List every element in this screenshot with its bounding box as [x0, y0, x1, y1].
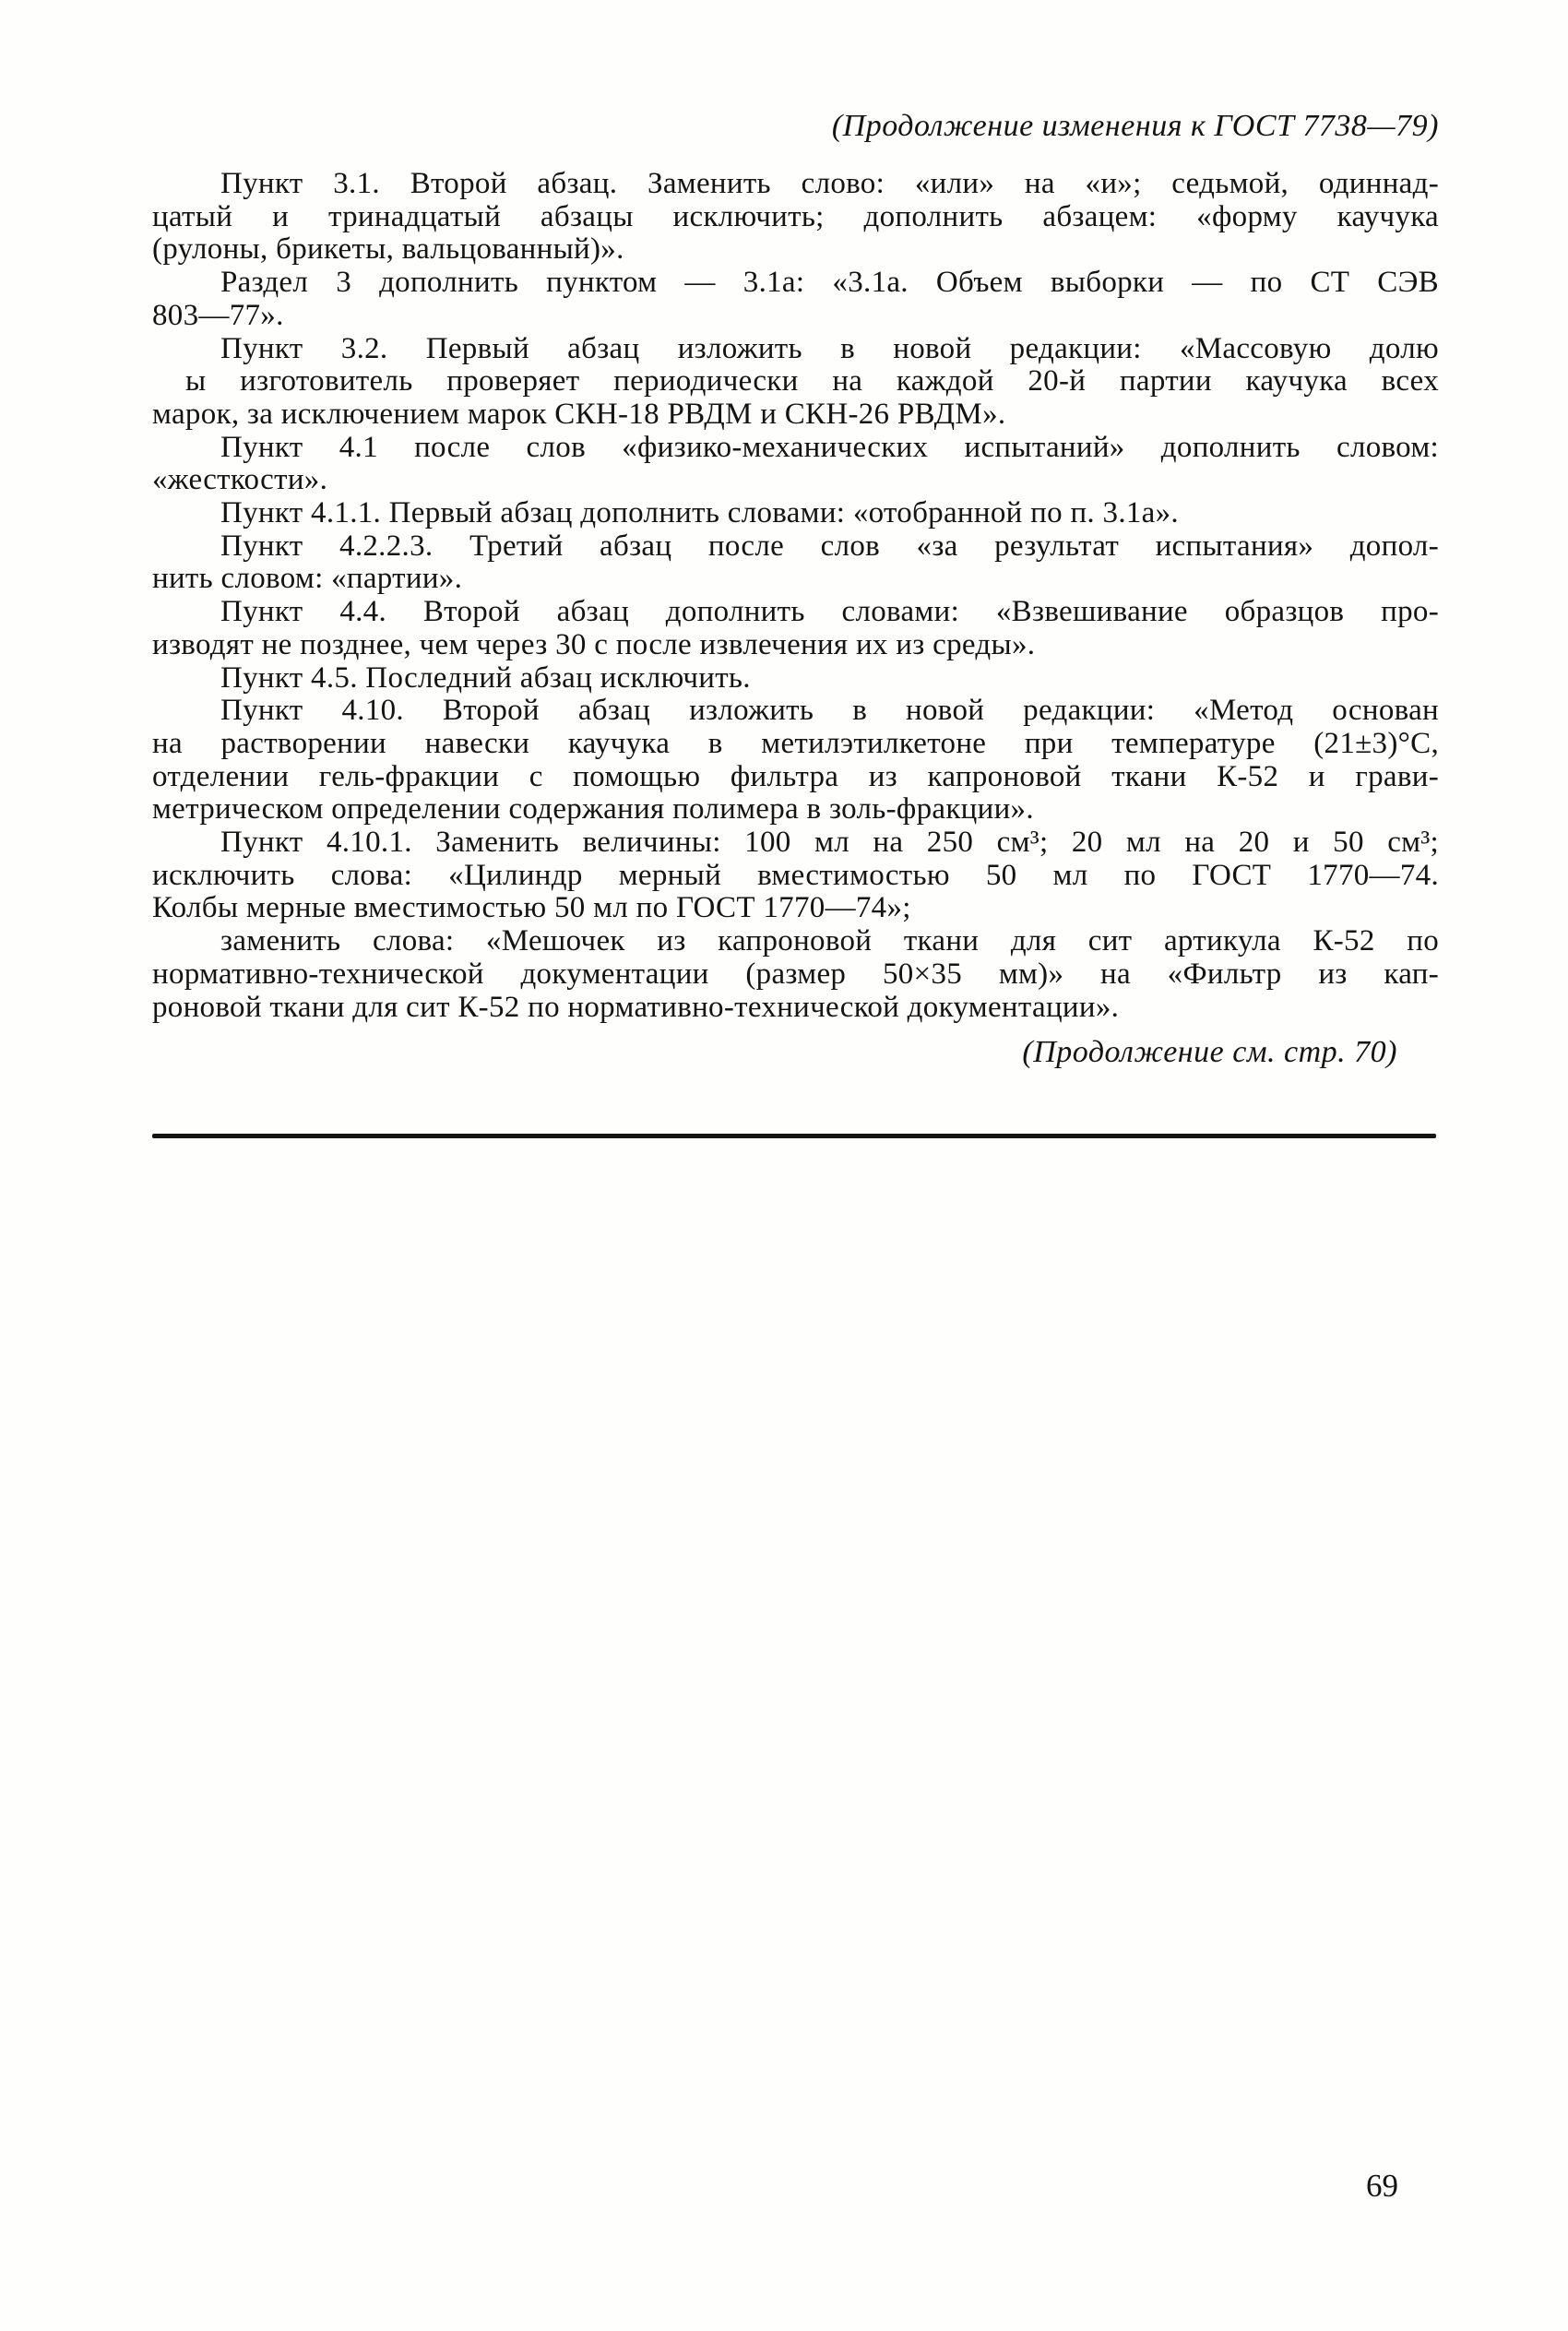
text-line: заменить слова: «Мешочек из капроновой ткани для сит артикула К-52 по — [220, 924, 1439, 958]
text-line: исключить слова: «Цилиндр мерный вместимостью 50 мл по ГОСТ 1770—74. — [152, 858, 1439, 892]
text-line: Пункт 4.1.1. Первый абзац дополнить словами: «отобранной по п. 3.1а». — [220, 496, 1179, 530]
text-line: нормативно-технической документации (размер 50×35 мм)» на «Фильтр из кап- — [152, 957, 1439, 991]
text-line: изводят не позднее, чем через 30 с после извлечения их из среды». — [152, 627, 1036, 661]
text-line: роновой ткани для сит К-52 по нормативно-технической документации». — [152, 990, 1120, 1024]
footer-continuation-note: (Продолжение см. стр. 70) — [1022, 1035, 1397, 1069]
text-line: Пункт 4.4. Второй абзац дополнить словами: «Взвешивание образцов про- — [220, 595, 1439, 629]
text-line: нить словом: «партии». — [152, 562, 463, 596]
horizontal-rule — [152, 1134, 1436, 1138]
text-line: Пункт 4.10.1. Заменить величины: 100 мл на 250 см³; 20 мл на 20 и 50 см³; — [220, 826, 1439, 860]
text-line: Раздел 3 дополнить пунктом — 3.1а: «3.1а. Объем выборки — по СТ СЭВ — [220, 266, 1439, 300]
text-line: отделении гель-фракции с помощью фильтра из капроновой ткани К-52 и грави- — [152, 759, 1439, 793]
text-line: Пункт 4.10. Второй абзац изложить в новой редакции: «Метод основан — [220, 694, 1439, 728]
text-line: Колбы мерные вместимостью 50 мл по ГОСТ 1770—74»; — [152, 891, 911, 925]
page-number: 69 — [1366, 2168, 1398, 2204]
document-body — [152, 168, 1439, 1024]
header-continuation-note: (Продолжение изменения к ГОСТ 7738—79) — [831, 109, 1439, 143]
text-line: Пункт 4.5. Последний абзац исключить. — [220, 660, 751, 695]
text-line: на растворении навески каучука в метилэтилкетоне при температуре (21±3)°С, — [152, 726, 1439, 760]
text-line: 803—77». — [152, 298, 284, 332]
text-line: Пункт 3.2. Первый абзац изложить в новой редакции: «Массовую долю — [220, 331, 1439, 365]
text-line: (рулоны, брикеты, вальцованный)». — [152, 232, 624, 267]
text-line: Пункт 4.2.2.3. Третий абзац после слов «за результат испытания» допол- — [220, 529, 1439, 563]
text-line: Пункт 3.1. Второй абзац. Заменить слово: «или» на «и»; седьмой, одиннад- — [220, 167, 1439, 200]
text-line: ы изготовитель проверяет периодически на каждой 20-й партии каучука всех — [185, 364, 1439, 398]
text-line: марок, за исключением марок СКН-18 РВДМ и СКН-26 РВДМ». — [152, 397, 1006, 431]
text-line: метрическом определении содержания полимера в золь-фракции». — [152, 792, 1034, 827]
text-line: цатый и тринадцатый абзацы исключить; дополнить абзацем: «форму каучука — [152, 199, 1439, 233]
text-line: Пункт 4.1 после слов «физико-механических испытаний» дополнить словом: — [220, 430, 1439, 464]
text-line: «жесткости». — [152, 463, 328, 497]
